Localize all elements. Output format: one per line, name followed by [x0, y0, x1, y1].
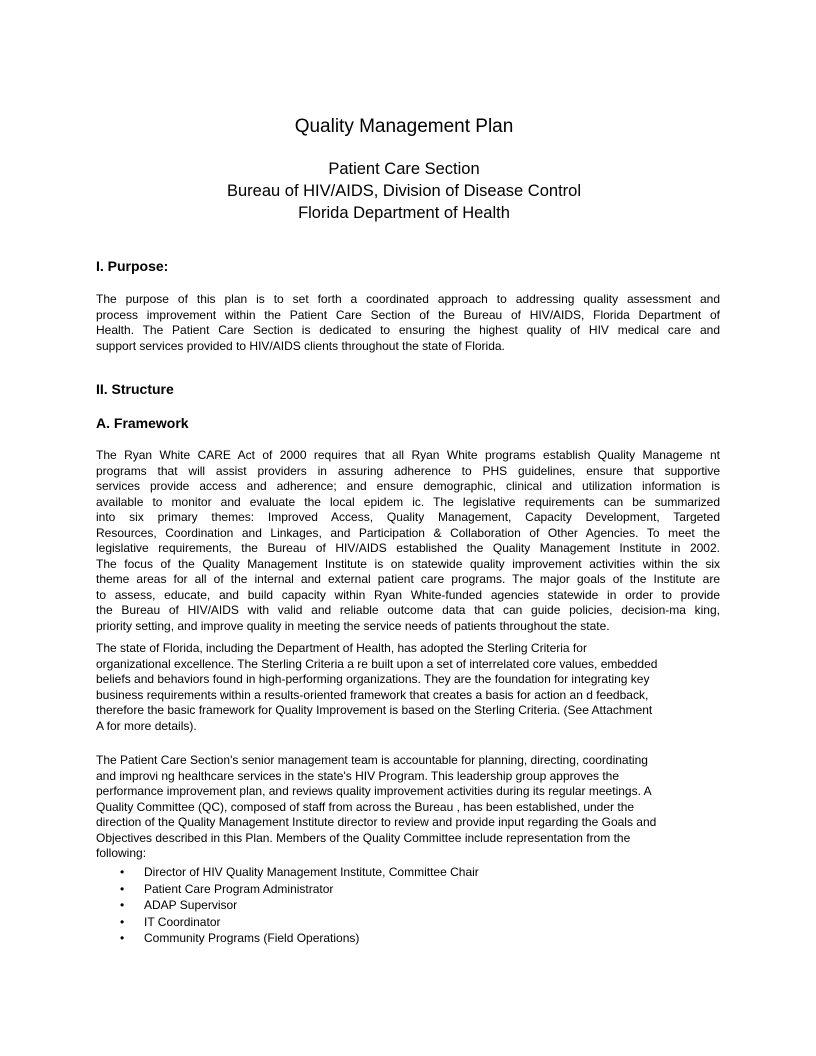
- committee-line: The Patient Care Section's senior management team is accountable for planning, directing, coordinating: [96, 753, 648, 767]
- bullet-icon: •: [120, 898, 125, 912]
- committee-line: performance improvement plan, and reviews quality improvement activities during its regular meetings. A: [96, 784, 652, 798]
- list-item-text: Patient Care Program Administrator: [144, 881, 334, 896]
- sterling-line: therefore the basic framework for Quality Improvement is based on the Sterling Criteria. (See Attachment: [96, 703, 653, 717]
- framework-line: Resources, Coordination and Linkages, and Participation & Collaboration of Other Agencies. To meet the: [96, 525, 720, 540]
- purpose-paragraph: [96, 292, 720, 354]
- sterling-line: business requirements within a results-oriented framework that creates a basis for action an d feedback,: [96, 687, 649, 702]
- framework-line: to assess, educate, and build capacity within Ryan White-funded agencies statewide in order to provide: [96, 587, 720, 602]
- committee-members-list: [96, 864, 479, 947]
- subtitle-section: Patient Care Section: [328, 160, 480, 178]
- purpose-heading: I. Purpose:: [96, 258, 169, 274]
- list-item: [96, 881, 479, 898]
- framework-line: the Bureau of HIV/AIDS with valid and reliable outcome data that can guide policies, decision-ma king,: [96, 603, 720, 617]
- framework-paragraph-1: [96, 448, 720, 634]
- list-item-text: Director of HIV Quality Management Institute, Committee Chair: [144, 865, 479, 879]
- framework-line: into six primary themes: Improved Access, Quality Management, Capacity Development, Targeted: [96, 510, 720, 524]
- committee-line: Objectives described in this Plan. Members of the Quality Committee include representation from the: [96, 830, 631, 845]
- framework-line: theme areas for all of the internal and external patient care programs. The major goals of the Institute are: [96, 572, 720, 586]
- framework-paragraph-3: [96, 753, 720, 862]
- list-item-text: IT Coordinator: [144, 914, 221, 929]
- framework-paragraph-2: [96, 641, 720, 734]
- framework-line: programs that will assist providers in assuring adherence to PHS guidelines, ensure that supportive: [96, 463, 720, 478]
- sterling-line: A for more details).: [96, 718, 197, 733]
- purpose-line: The purpose of this plan is to set forth a coordinated approach to addressing quality assessment and: [96, 292, 720, 306]
- bullet-icon: •: [120, 931, 125, 945]
- committee-line: and improvi ng healthcare services in the state's HIV Program. This leadership group approves the: [96, 768, 620, 783]
- document-title: Quality Management Plan: [294, 116, 514, 137]
- list-item: [96, 930, 479, 947]
- subtitle-bureau: Bureau of HIV/AIDS, Division of Disease Control: [227, 182, 581, 200]
- framework-line: The Ryan White CARE Act of 2000 requires that all Ryan White programs establish Quality Manageme nt: [96, 448, 720, 462]
- sterling-line: beliefs and behaviors found in high-performing organizations. They are the foundation for integrating key: [96, 672, 650, 686]
- bullet-icon: •: [120, 881, 125, 896]
- framework-heading: A. Framework: [96, 415, 189, 431]
- list-item-text: ADAP Supervisor: [144, 898, 238, 912]
- sterling-line: organizational excellence. The Sterling Criteria a re built upon a set of interrelated core values, embedded: [96, 656, 658, 671]
- framework-line: services provide access and adherence; and ensure demographic, clinical and utilization information is: [96, 479, 720, 493]
- list-item: [96, 897, 479, 914]
- framework-line: The focus of the Quality Management Institute is on statewide quality improvement activities within the six: [96, 556, 720, 571]
- list-item: [96, 914, 479, 931]
- subtitle-department: Florida Department of Health: [298, 204, 510, 222]
- list-item: [96, 864, 479, 881]
- bullet-icon: •: [120, 914, 125, 929]
- committee-line: following:: [96, 846, 147, 860]
- purpose-line: support services provided to HIV/AIDS clients throughout the state of Florida.: [96, 338, 505, 353]
- framework-line: available to monitor and evaluate the local epidem ic. The legislative requirements can be summarized: [96, 494, 720, 509]
- structure-heading: II. Structure: [96, 381, 174, 397]
- framework-line: priority setting, and improve quality in meeting the service needs of patients throughout the state.: [96, 618, 610, 633]
- list-item-text: Community Programs (Field Operations): [144, 931, 360, 945]
- bullet-icon: •: [120, 865, 125, 879]
- purpose-line: Health. The Patient Care Section is dedicated to ensuring the highest quality of HIV medical care and: [96, 323, 720, 337]
- framework-line: legislative requirements, the Bureau of HIV/AIDS established the Quality Management Institute in 2002.: [96, 541, 720, 555]
- committee-line: direction of the Quality Management Institute director to review and provide input regarding the Goals and: [96, 815, 657, 829]
- purpose-line: process improvement within the Patient Care Section of the Bureau of HIV/AIDS, Florida Department of: [96, 307, 720, 322]
- committee-line: Quality Committee (QC), composed of staff from across the Bureau , has been established, under the: [96, 799, 635, 814]
- sterling-line: The state of Florida, including the Department of Health, has adopted the Sterling Criteria for: [96, 641, 587, 655]
